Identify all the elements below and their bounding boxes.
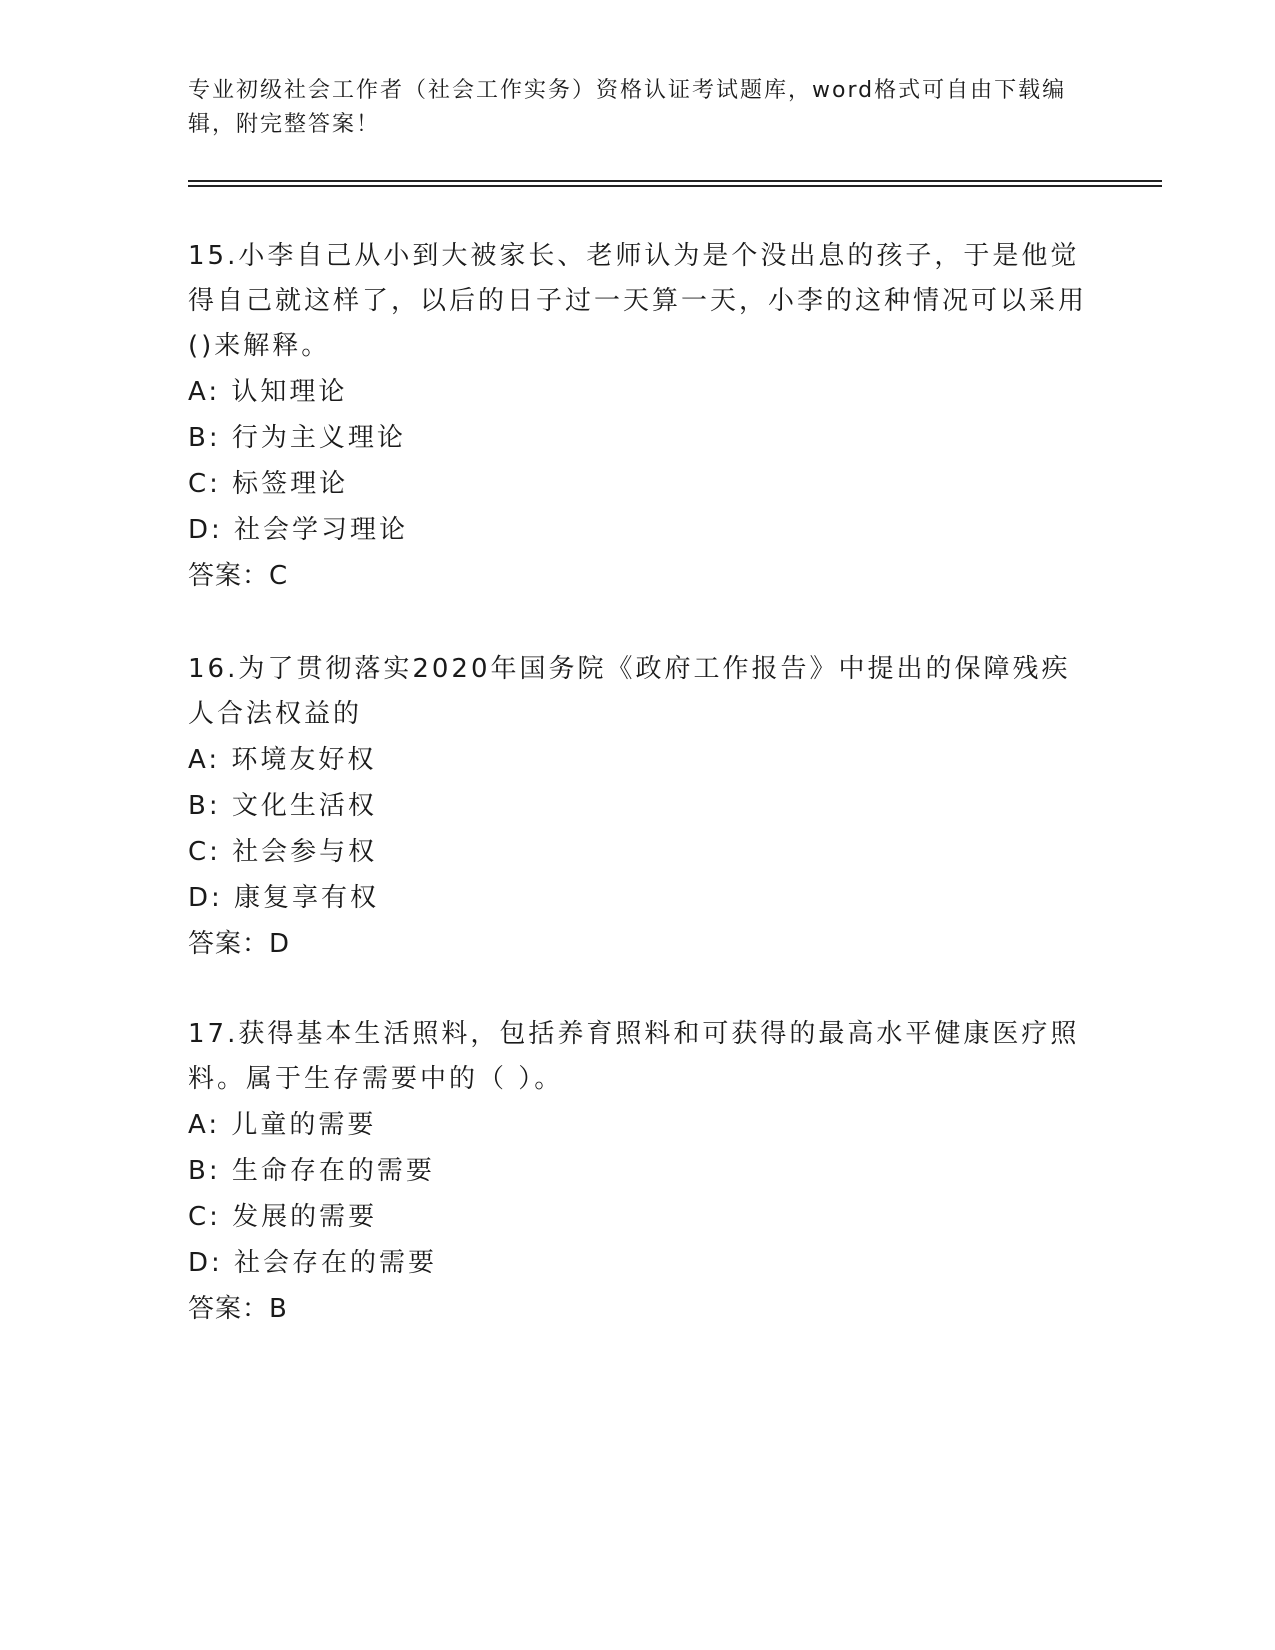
- option-b: B: 行为主义理论: [188, 423, 406, 453]
- question-stem: 16.为了贯彻落实2020年国务院《政府工作报告》中提出的保障残疾人合法权益的: [188, 654, 1071, 729]
- option-d: D: 社会学习理论: [188, 515, 409, 545]
- option-c: C: 社会参与权: [188, 837, 378, 867]
- option-d: D: 康复享有权: [188, 883, 380, 913]
- question-stem: 17.获得基本生活照料，包括养育照料和可获得的最高水平健康医疗照料。属于生存需要中的（ ）。: [188, 1019, 1080, 1094]
- question-16: [188, 647, 1088, 967]
- header-divider-bottom: [188, 185, 1162, 187]
- answer-line: 答案：B: [188, 1294, 288, 1324]
- question-17: [188, 1012, 1088, 1332]
- option-c: C: 发展的需要: [188, 1202, 378, 1232]
- question-stem: 15.小李自己从小到大被家长、老师认为是个没出息的孩子，于是他觉得自己就这样了，以后的日子过一天算一天，小李的这种情况可以采用()来解释。: [188, 241, 1088, 361]
- option-c: C: 标签理论: [188, 469, 349, 499]
- option-list: [188, 1102, 1088, 1286]
- option-d: D: 社会存在的需要: [188, 1248, 438, 1278]
- question-15: [188, 234, 1088, 599]
- answer-line: 答案：C: [188, 561, 289, 591]
- option-list: [188, 737, 1088, 921]
- document-header: 专业初级社会工作者（社会工作实务）资格认证考试题库，word格式可自由下载编辑，附完整答案！: [188, 78, 1067, 137]
- option-a: A: 儿童的需要: [188, 1110, 377, 1140]
- option-a: A: 认知理论: [188, 377, 348, 407]
- option-b: B: 文化生活权: [188, 791, 377, 821]
- answer-line: 答案：D: [188, 929, 291, 959]
- option-list: [188, 369, 1088, 553]
- option-a: A: 环境友好权: [188, 745, 377, 775]
- header-divider-top: [188, 180, 1162, 182]
- option-b: B: 生命存在的需要: [188, 1156, 435, 1186]
